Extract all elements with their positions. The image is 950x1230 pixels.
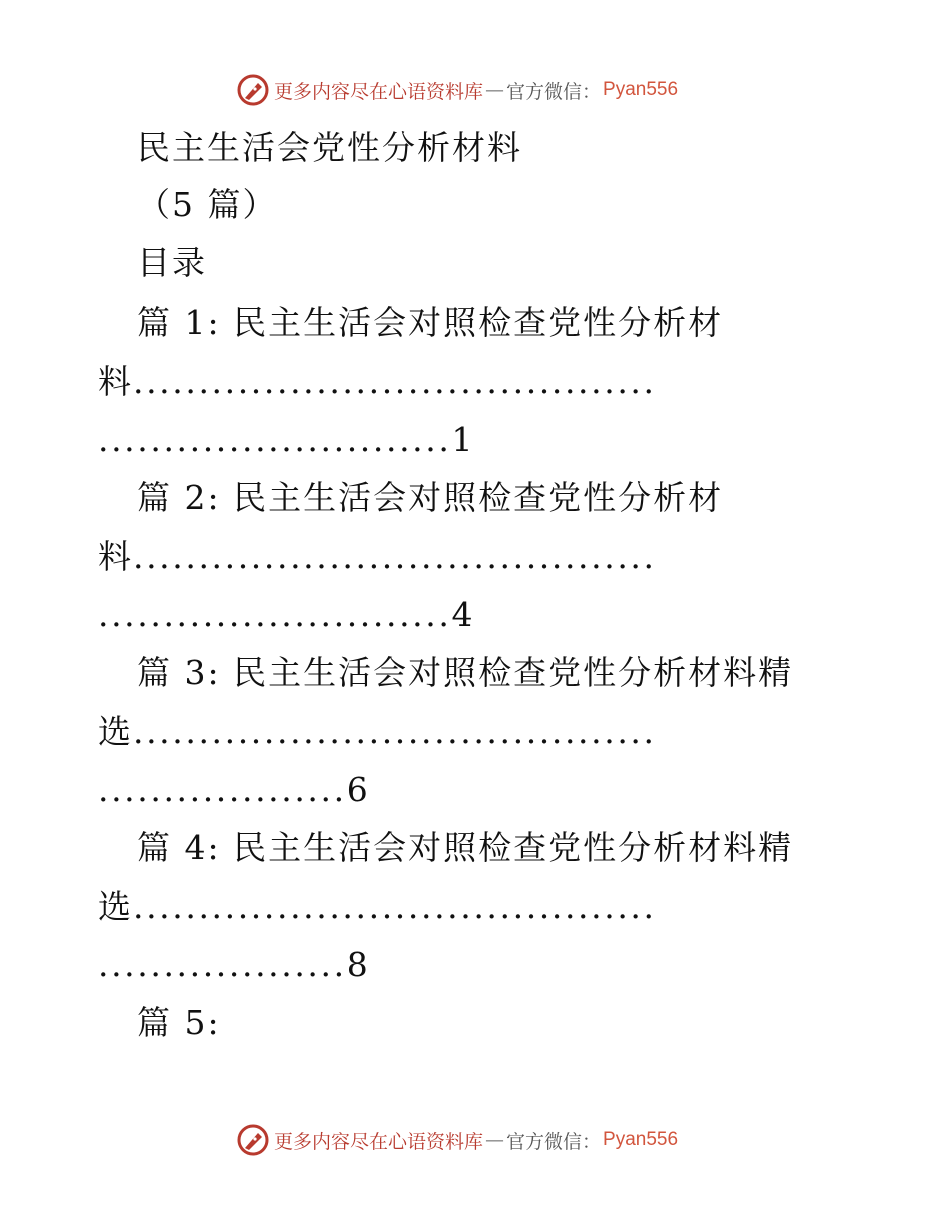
toc-entry-label: 篇 1: [137,303,221,342]
toc-entry-label: 篇 4: [137,828,221,867]
toc-entry-title-tail: 料 [98,362,133,401]
toc-page-number: 6 [346,770,368,809]
toc-entry-label: 篇 2: [137,478,221,517]
toc-entry-title-tail: 选 [98,712,133,751]
toc-entry-title: 民主生活会对照检查党性分析材料精 [233,828,794,867]
toc-leader-dots: ........................................ [133,887,657,926]
toc-leader-dots: ........................................ [133,362,657,401]
document-count: （5 篇） [137,185,278,224]
watermark-dash: — [485,79,505,101]
document-title: 民主生活会党性分析材料 [137,128,522,167]
toc-entry-3-leader [98,712,657,752]
watermark-wechat-label: 官方微信： [506,1130,602,1153]
toc-entry-4-page-line [98,945,368,985]
toc-entry-title: 民主生活会对照检查党性分析材 [233,303,724,342]
toc-entry-2[interactable] [137,478,723,518]
toc-page-number: 8 [346,945,368,984]
toc-entry-2-leader [98,537,657,577]
pen-nib-circle-icon [236,1123,270,1157]
watermark-wechat-id: Pyan556 [603,79,679,100]
toc-entry-title-tail: 料 [98,537,133,576]
toc-entry-title: 民主生活会对照检查党性分析材 [233,478,724,517]
toc-entry-5[interactable] [137,1003,221,1043]
toc-entry-3-page-line [98,770,368,810]
toc-entry-2-page-line [98,595,472,635]
toc-leader-dots: ................... [98,770,347,809]
toc-leader-dots: ........................................ [133,537,657,576]
toc-leader-dots: ........................... [98,420,452,459]
toc-entry-1-leader [98,362,657,402]
toc-leader-dots: ........................... [98,595,452,634]
toc-leader-dots: ........................................ [133,712,657,751]
watermark-text: 更多内容尽在心语资料库 [274,80,484,103]
toc-entry-3[interactable] [137,653,793,693]
toc-entry-1-page-line [98,420,472,460]
footer-watermark [236,1122,678,1158]
watermark-text: 更多内容尽在心语资料库 [274,1130,484,1153]
toc-entry-label: 篇 3: [137,653,221,692]
toc-page-number: 1 [451,420,473,459]
toc-entry-4-leader [98,887,657,927]
toc-entry-label: 篇 5: [137,1003,221,1042]
toc-leader-dots: ................... [98,945,347,984]
watermark-wechat-id: Pyan556 [603,1129,679,1150]
watermark-wechat-label: 官方微信： [506,80,602,103]
watermark-dash: — [485,1129,505,1151]
pen-nib-circle-icon [236,73,270,107]
toc-entry-4[interactable] [137,828,793,868]
toc-entry-1[interactable] [137,303,723,343]
header-watermark [236,72,678,108]
toc-entry-title-tail: 选 [98,887,133,926]
toc-entry-title: 民主生活会对照检查党性分析材料精 [233,653,794,692]
toc-page-number: 4 [451,595,473,634]
toc-heading: 目录 [137,243,207,282]
